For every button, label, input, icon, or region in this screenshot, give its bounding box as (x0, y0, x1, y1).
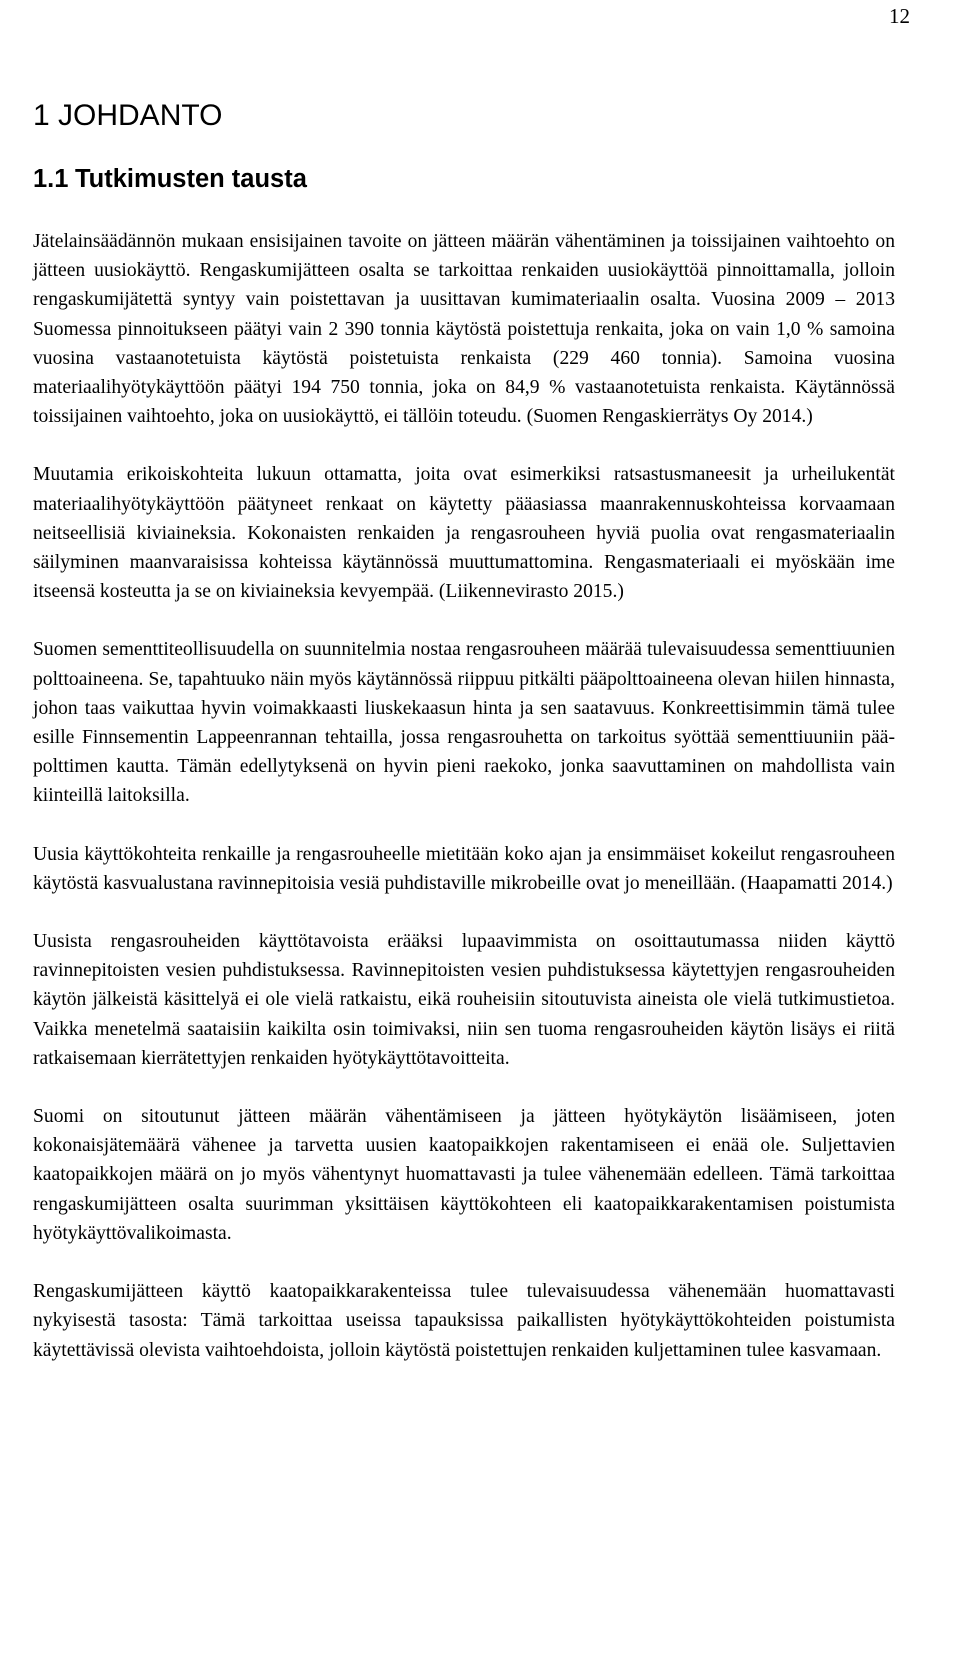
paragraph-3: Suomen sementtiteollisuudella on suunnitelmia nostaa rengasrouheen määrää tulevaisuudessa sementtiuunien polttoaineena. Se, tapahtuuko näin myös käytännössä riippuu pitkälti pääpolttoaineena olevan hiilen hinnasta, johon taas vaikuttaa hyvin voimakkaasti liuskekaasun hinta ja sen saatavuus. Konkreettisimmin tämä tulee esille Finnsementin Lappeenrannan tehtailla, jossa rengasrouhetta on tarkoitus syöttää sementtiuuniin pääpolttimen kautta. Tämän edellytyksenä on hyvin pieni raekoko, jonka saavuttaminen on mahdollista vain kiinteillä laitoksilla. (33, 639, 895, 807)
document-body (33, 98, 895, 1394)
section-title: Tutkimusten tausta (75, 165, 307, 193)
section-heading (33, 164, 895, 194)
paragraph-4: Uusia käyttökohteita renkaille ja rengasrouheelle mietitään koko ajan ja ensimmäiset kokeilut rengasrouheen käytöstä kasvualustana ravinnepitoisia vesiä puhdistaville mikrobeille ovat jo meneillään. (Haapamatti 2014.) (33, 843, 895, 894)
page-number: 12 (889, 4, 910, 28)
paragraph-2: Muutamia erikoiskohteita lukuun ottamatta, joita ovat esimerkiksi ratsastusmaneesit ja urheilukentät materiaalihyötykäyttöön päätyneet renkaat on käytetty pääasiassa maanrakennuskohteissa korvaamaan neitseellisiä kiviaineksia. Kokonaisten renkaiden ja rengasrouheen hyviä puolia ovat rengasmateriaalin säilyminen maanvaraisissa kohteissa käytännössä muuttumattomina. Rengasmateriaali ei myöskään ime itseensä kosteutta ja se on kiviaineksia kevyempää. (Liikennevirasto 2015.) (33, 464, 895, 603)
paragraph-7: Rengaskumijätteen käyttö kaatopaikkarakenteissa tulee tulevaisuudessa vähenemään huomattavasti nykyisestä tasosta: Tämä tarkoittaa useissa tapauksissa paikallisten hyötykäyttökohteiden poistumista käytettävissä olevista vaihtoehdoista, jolloin käytöstä poistettujen renkaiden kuljettaminen tulee kasvamaan. (33, 1281, 895, 1361)
paragraph-6: Suomi on sitoutunut jätteen määrän vähentämiseen ja jätteen hyötykäytön lisäämiseen, joten kokonaisjätemäärä vähenee ja tarvetta uusien kaatopaikkojen rakentamiseen ei enää ole. Suljettavien kaatopaikkojen määrä on jo myös vähentynyt huomattavasti ja tulee vähenemään edelleen. Tämä tarkoittaa rengaskumijätteen osalta suurimman yksittäisen käyttökohteen eli kaatopaikkarakentamisen poistumista hyötykäyttövalikoimasta. (33, 1106, 895, 1244)
paragraph-1: Jätelainsäädännön mukaan ensisijainen tavoite on jätteen määrän vähentäminen ja toissijainen vaihtoehto on jätteen uusiokäyttö. Rengaskumijätteen osalta se tarkoittaa renkaiden uusiokäyttöä pinnoittamalla, jolloin rengaskumijätettä syntyy vain poistettavan ja uusittavan kumimateriaalin osalta. Vuosina 2009 – 2013 Suomessa pinnoitukseen päätyi vain 2 390 tonnia käytöstä poistettuja renkaita, joka on vain 1,0 % samoina vuosina vastaanotetuista käytöstä poistetuista renkaista (229 460 tonnia). Samoina vuosina materiaalihyötykäyttöön päätyi 194 750 tonnia, joka on 84,9 % vastaanotetuista renkaista. Käytännössä toissijainen vaihtoehto, joka on uusiokäyttö, ei tällöin toteudu. (Suomen Rengaskierrätys Oy 2014.) (33, 231, 895, 428)
section-number: 1.1 (33, 165, 69, 193)
paragraph-5: Uusista rengasrouheiden käyttötavoista erääksi lupaavimmista on osoittautumassa niiden käyttö ravinnepitoisten vesien puhdistuksessa. Ravinnepitoisten vesien puhdistuksessa käytettyjen rengasrouheiden käytön jälkeistä käsittelyä ei ole vielä ratkaistu, eikä rouheisiin sitoutuvista aineista ole vielä tutkimustietoa. Vaikka menetelmä saataisiin kaikilta osin toimivaksi, niin sen tuoma rengasrouheiden käytön lisäys ei riitä ratkaisemaan kierrätettyjen renkaiden hyötykäyttötavoitteita. (33, 931, 895, 1069)
chapter-heading: 1 JOHDANTO (33, 99, 223, 132)
